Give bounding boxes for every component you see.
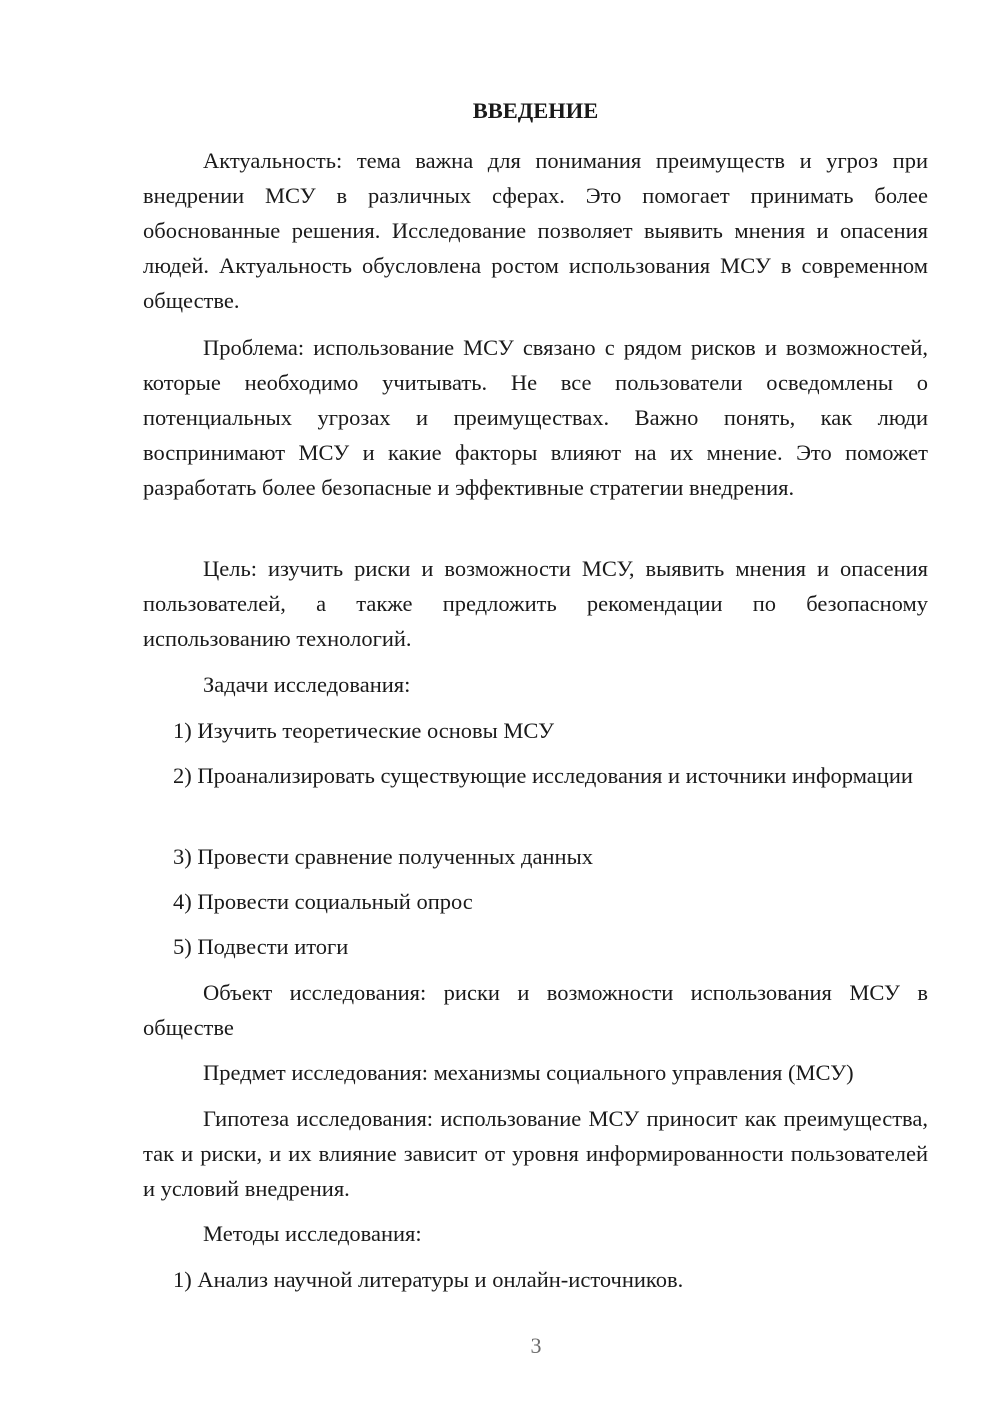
section-title: ВВЕДЕНИЕ bbox=[472, 98, 599, 123]
page-number: 3 bbox=[530, 1333, 542, 1358]
method-item: 1) Анализ научной литературы и онлайн-источников. bbox=[173, 1267, 684, 1292]
paragraph-subject: Предмет исследования: механизмы социального управления (МСУ) bbox=[203, 1060, 854, 1085]
paragraph-goal: Цель: изучить риски и возможности МСУ, выявить мнения и опасения пользователей, а также предложить рекомендации по безопасному использованию технологий. bbox=[143, 556, 928, 651]
task-item: 2) Проанализировать существующие исследования и источники информации bbox=[173, 763, 913, 788]
task-item: 1) Изучить теоретические основы МСУ bbox=[173, 718, 555, 743]
task-item: 4) Провести социальный опрос bbox=[173, 889, 473, 914]
tasks-heading: Задачи исследования: bbox=[203, 672, 411, 697]
paragraph-hypothesis: Гипотеза исследования: использование МСУ приносит как преимущества, так и риски, и их влияние зависит от уровня информированности пользователей и условий внедрения. bbox=[143, 1106, 928, 1201]
paragraph-object: Объект исследования: риски и возможности использования МСУ в обществе bbox=[143, 980, 928, 1040]
task-item: 3) Провести сравнение полученных данных bbox=[173, 844, 593, 869]
paragraph-relevance: Актуальность: тема важна для понимания преимуществ и угроз при внедрении МСУ в различных сферах. Это помогает принимать более обоснованные решения. Исследование позволяет выявить мнения и опасения людей. Актуальность обусловлена ростом использования МСУ в современном обществе. bbox=[143, 148, 928, 313]
task-item: 5) Подвести итоги bbox=[173, 934, 349, 959]
methods-heading: Методы исследования: bbox=[203, 1221, 422, 1246]
paragraph-problem: Проблема: использование МСУ связано с рядом рисков и возможностей, которые необходимо учитывать. Не все пользователи осведомлены о потенциальных угрозах и преимуществах. Важно понять, как люди воспринимают МСУ и какие факторы влияют на их мнение. Это поможет разработать более безопасные и эффективные стратегии внедрения. bbox=[143, 335, 928, 500]
